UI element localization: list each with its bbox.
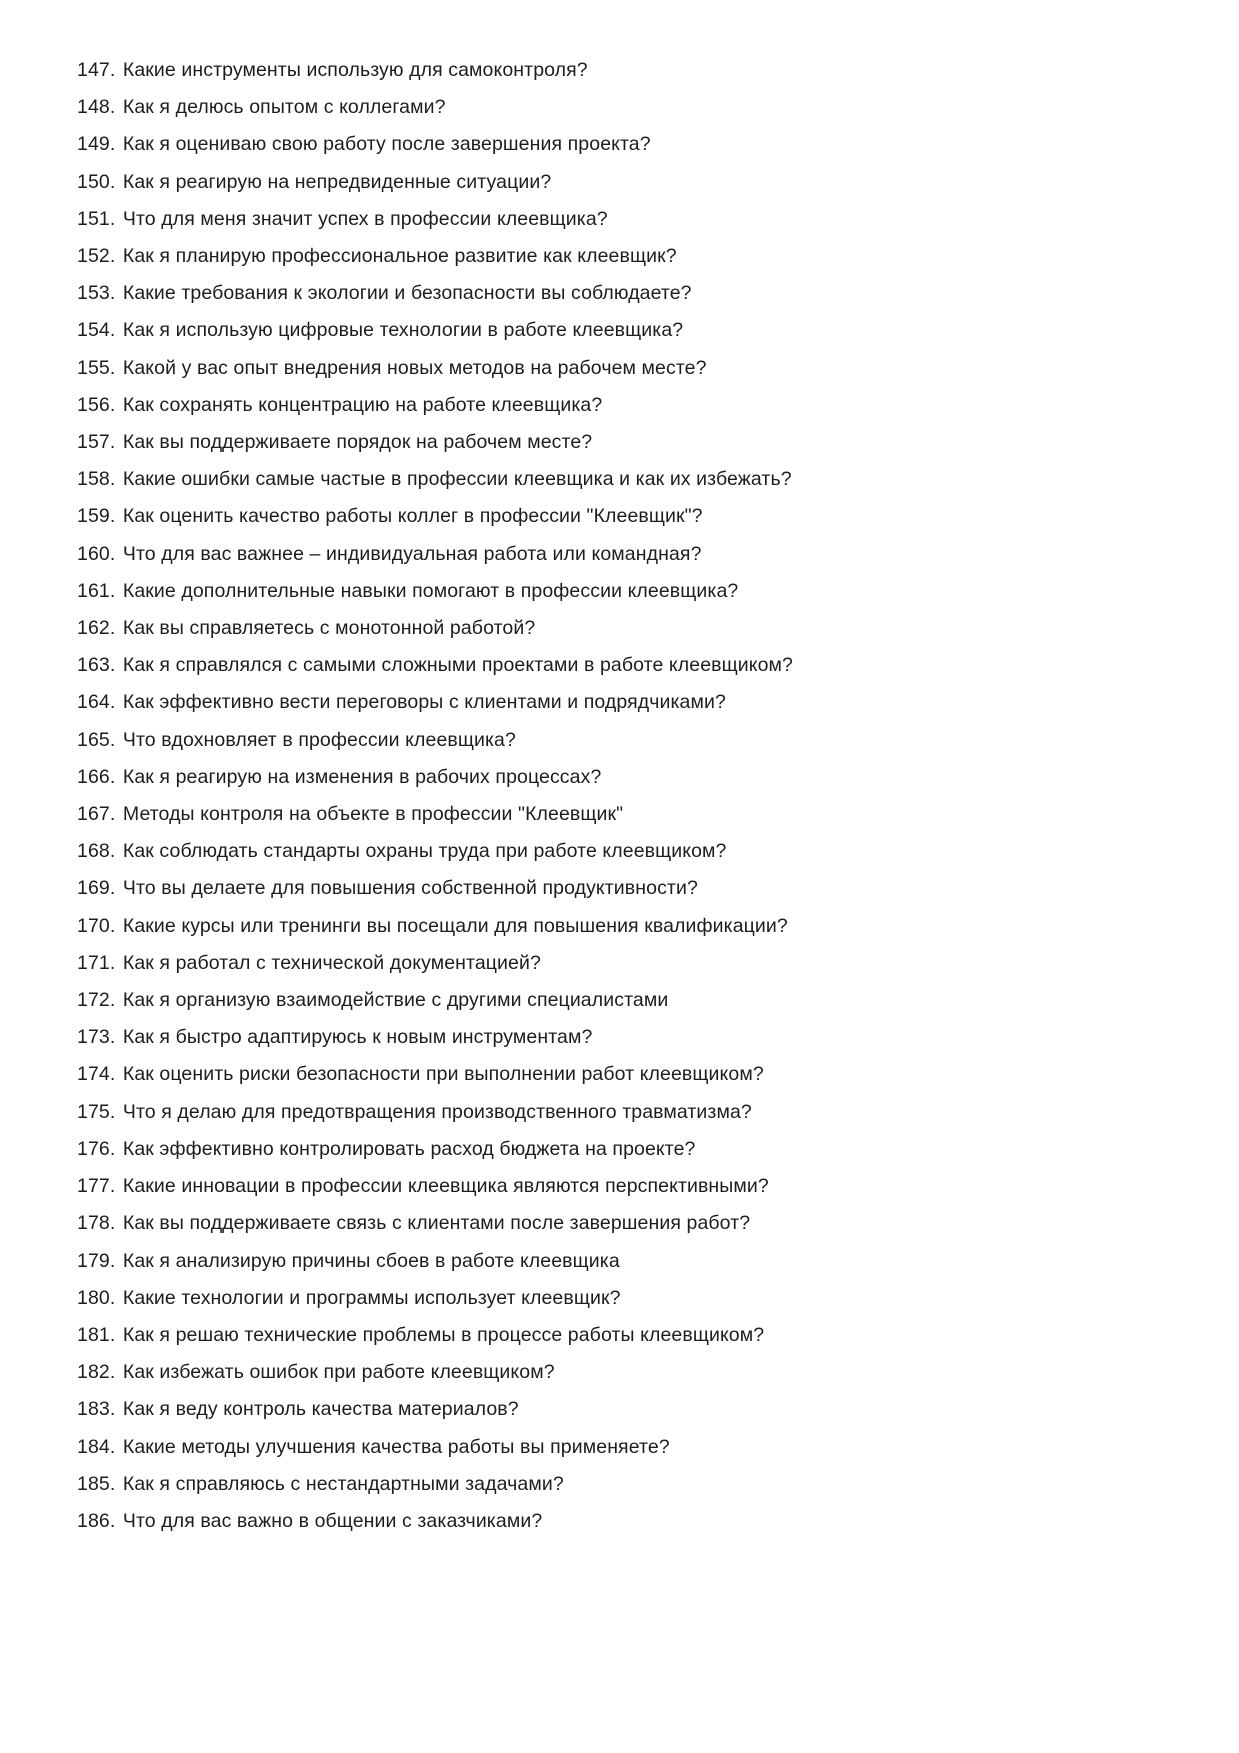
- list-item: [77, 1168, 1179, 1205]
- list-item: [77, 1131, 1179, 1168]
- question-list: [77, 52, 1179, 1540]
- list-item: [77, 759, 1179, 796]
- list-item: [77, 1094, 1179, 1131]
- item-text: Как вы поддерживаете порядок на рабочем месте?: [122, 431, 593, 454]
- item-text: Методы контроля на объекте в профессии "Клеевщик": [122, 803, 624, 826]
- list-item: [77, 498, 1179, 535]
- item-number: 185.: [77, 1472, 121, 1495]
- list-item: [77, 126, 1179, 163]
- item-text: Как эффективно вести переговоры с клиентами и подрядчиками?: [122, 691, 726, 714]
- item-number: 147.: [77, 59, 121, 81]
- item-text: Как я реагирую на непредвиденные ситуации?: [122, 170, 552, 193]
- item-number: 149.: [77, 133, 121, 156]
- item-text: Как соблюдать стандарты охраны труда при работе клеевщиком?: [122, 840, 727, 863]
- list-item: [77, 1391, 1179, 1428]
- item-text: Что вдохновляет в профессии клеевщика?: [122, 728, 516, 751]
- item-number: 164.: [77, 691, 121, 714]
- item-text: Как я быстро адаптируюсь к новым инструментам?: [122, 1026, 593, 1049]
- item-text: Как я организую взаимодействие с другими специалистами: [122, 989, 669, 1012]
- item-number: 184.: [77, 1435, 121, 1458]
- item-text: Что для вас важнее – индивидуальная работа или командная?: [122, 542, 702, 565]
- item-number: 162.: [77, 617, 121, 640]
- list-item: [77, 833, 1179, 870]
- list-item: [77, 1503, 1179, 1540]
- item-number: 168.: [77, 840, 121, 863]
- item-number: 173.: [77, 1026, 121, 1049]
- item-number: 154.: [77, 319, 121, 342]
- item-number: 177.: [77, 1175, 121, 1198]
- item-text: Как я анализирую причины сбоев в работе клеевщика: [122, 1249, 620, 1272]
- list-item: [77, 164, 1179, 201]
- list-item: [77, 1354, 1179, 1391]
- list-item: [77, 945, 1179, 982]
- list-item: [77, 722, 1179, 759]
- list-item: [77, 275, 1179, 312]
- list-item: [77, 350, 1179, 387]
- list-item: [77, 1280, 1179, 1317]
- list-item: [77, 908, 1179, 945]
- item-text: Какие дополнительные навыки помогают в профессии клеевщика?: [122, 579, 739, 602]
- item-text: Как вы поддерживаете связь с клиентами после завершения работ?: [122, 1212, 751, 1235]
- item-number: 176.: [77, 1137, 121, 1160]
- item-number: 170.: [77, 914, 121, 937]
- item-text: Какие инструменты использую для самоконтроля?: [122, 59, 588, 81]
- item-text: Какой у вас опыт внедрения новых методов на рабочем месте?: [122, 356, 707, 379]
- item-number: 151.: [77, 207, 121, 230]
- item-text: Как я справлялся с самыми сложными проектами в работе клеевщиком?: [122, 654, 793, 677]
- item-text: Как оценить качество работы коллег в профессии "Клеевщик"?: [122, 505, 703, 528]
- item-text: Какие инновации в профессии клеевщика являются перспективными?: [122, 1175, 769, 1198]
- item-text: Как я решаю технические проблемы в процессе работы клеевщиком?: [122, 1323, 765, 1346]
- item-number: 178.: [77, 1212, 121, 1235]
- item-number: 180.: [77, 1286, 121, 1309]
- item-text: Как я делюсь опытом с коллегами?: [122, 96, 446, 119]
- list-item: [77, 387, 1179, 424]
- item-number: 183.: [77, 1398, 121, 1421]
- item-number: 152.: [77, 245, 121, 268]
- item-number: 160.: [77, 542, 121, 565]
- list-item: [77, 610, 1179, 647]
- item-number: 181.: [77, 1323, 121, 1346]
- list-item: [77, 684, 1179, 721]
- item-number: 186.: [77, 1509, 121, 1532]
- list-item: [77, 424, 1179, 461]
- item-number: 159.: [77, 505, 121, 528]
- item-number: 166.: [77, 765, 121, 788]
- list-item: [77, 89, 1179, 126]
- item-text: Как я веду контроль качества материалов?: [122, 1398, 519, 1421]
- list-item: [77, 1019, 1179, 1056]
- item-text: Как избежать ошибок при работе клеевщиком?: [122, 1361, 555, 1384]
- item-text: Как сохранять концентрацию на работе клеевщика?: [122, 393, 603, 416]
- item-number: 156.: [77, 393, 121, 416]
- item-text: Какие ошибки самые частые в профессии клеевщика и как их избежать?: [122, 468, 792, 491]
- item-number: 179.: [77, 1249, 121, 1272]
- list-item: [77, 573, 1179, 610]
- item-text: Как эффективно контролировать расход бюджета на проекте?: [122, 1137, 696, 1160]
- list-item: [77, 312, 1179, 349]
- item-text: Как я справляюсь с нестандартными задачами?: [122, 1472, 564, 1495]
- item-text: Какие методы улучшения качества работы вы применяете?: [122, 1435, 670, 1458]
- list-item: [77, 1317, 1179, 1354]
- item-number: 161.: [77, 579, 121, 602]
- item-text: Что для вас важно в общении с заказчиками?: [122, 1509, 543, 1532]
- list-item: [77, 52, 1179, 89]
- list-item: [77, 982, 1179, 1019]
- item-text: Что для меня значит успех в профессии клеевщика?: [122, 207, 608, 230]
- item-number: 165.: [77, 728, 121, 751]
- list-item: [77, 1466, 1179, 1503]
- item-text: Что я делаю для предотвращения производственного травматизма?: [122, 1100, 752, 1123]
- item-text: Какие курсы или тренинги вы посещали для повышения квалификации?: [122, 914, 788, 937]
- list-item: [77, 238, 1179, 275]
- item-text: Как я работал с технической документацией?: [122, 951, 541, 974]
- item-text: Какие технологии и программы использует клеевщик?: [122, 1286, 621, 1309]
- item-number: 158.: [77, 468, 121, 491]
- list-item: [77, 461, 1179, 498]
- item-number: 174.: [77, 1063, 121, 1086]
- item-number: 172.: [77, 989, 121, 1012]
- list-item: [77, 1429, 1179, 1466]
- item-text: Какие требования к экологии и безопасности вы соблюдаете?: [122, 282, 692, 305]
- list-item: [77, 201, 1179, 238]
- item-number: 171.: [77, 951, 121, 974]
- item-number: 169.: [77, 877, 121, 900]
- item-text: Как я оцениваю свою работу после завершения проекта?: [122, 133, 651, 156]
- item-text: Как я реагирую на изменения в рабочих процессах?: [122, 765, 602, 788]
- item-number: 155.: [77, 356, 121, 379]
- list-item: [77, 536, 1179, 573]
- list-item: [77, 1243, 1179, 1280]
- item-text: Как оценить риски безопасности при выполнении работ клеевщиком?: [122, 1063, 764, 1086]
- list-item: [77, 1205, 1179, 1242]
- list-item: [77, 1056, 1179, 1093]
- item-number: 163.: [77, 654, 121, 677]
- item-number: 175.: [77, 1100, 121, 1123]
- item-number: 182.: [77, 1361, 121, 1384]
- list-item: [77, 796, 1179, 833]
- item-number: 167.: [77, 803, 121, 826]
- item-text: Что вы делаете для повышения собственной продуктивности?: [122, 877, 698, 900]
- item-number: 153.: [77, 282, 121, 305]
- item-text: Как я планирую профессиональное развитие как клеевщик?: [122, 245, 677, 268]
- list-item: [77, 647, 1179, 684]
- item-number: 150.: [77, 170, 121, 193]
- list-item: [77, 870, 1179, 907]
- item-number: 148.: [77, 96, 121, 119]
- item-text: Как я использую цифровые технологии в работе клеевщика?: [122, 319, 684, 342]
- item-number: 157.: [77, 431, 121, 454]
- item-text: Как вы справляетесь с монотонной работой?: [122, 617, 536, 640]
